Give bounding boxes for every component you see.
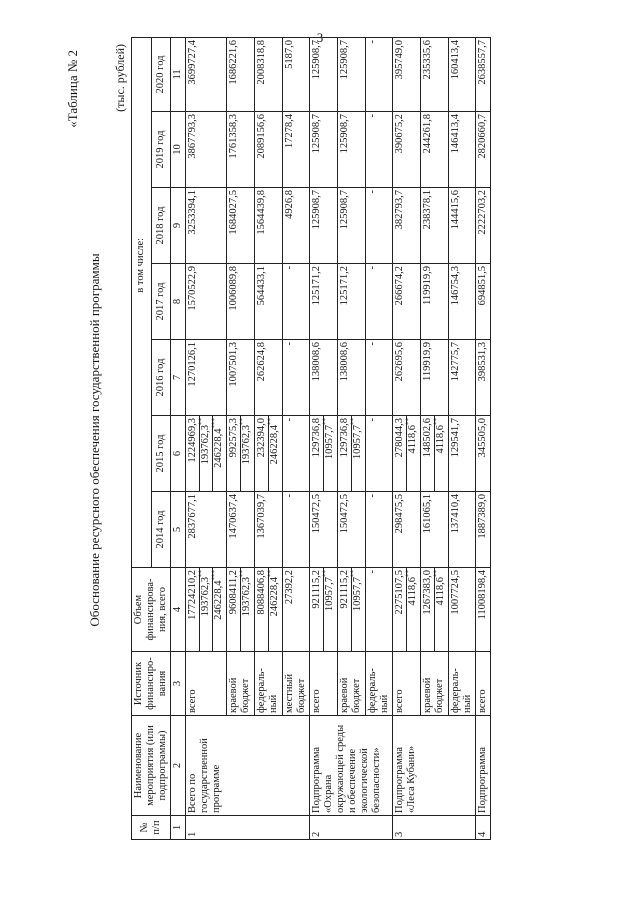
- value-cell: [186, 416, 227, 492]
- value-cell: [366, 188, 393, 264]
- value: 1470637,4: [228, 494, 239, 539]
- value-cell: [366, 568, 393, 652]
- value: -: [367, 570, 378, 574]
- column-number: 7: [171, 340, 186, 416]
- value: 3253394,1: [187, 190, 198, 235]
- table-body: [186, 37, 491, 839]
- value: 1006089,8: [228, 266, 239, 311]
- row-number: 4: [476, 816, 491, 840]
- value-cell: [393, 264, 421, 340]
- program-name: Всего по государственной программе: [186, 716, 310, 816]
- value: 125171,2: [339, 266, 350, 306]
- year-header: 2014 год: [151, 492, 171, 568]
- value-footnoted: 193762,3**: [199, 416, 212, 491]
- value-cell: [227, 568, 255, 652]
- value-cell: [283, 416, 310, 492]
- value-cell: [283, 37, 310, 111]
- value-cell: [366, 340, 393, 416]
- value-cell: [449, 188, 476, 264]
- value-cell: [186, 340, 227, 416]
- column-number: 1: [171, 816, 186, 840]
- value: 137410,4: [450, 494, 461, 534]
- funding-source: всего: [476, 652, 491, 716]
- value: 27392,2: [284, 570, 295, 605]
- header-row: [132, 37, 152, 839]
- value: 125171,2: [311, 266, 322, 306]
- value-cell: [283, 264, 310, 340]
- value-footnoted: 4118,6**: [434, 416, 447, 491]
- value-cell: [255, 568, 283, 652]
- value-cell: [366, 492, 393, 568]
- value: -: [367, 190, 378, 194]
- value: 129541,7: [450, 418, 461, 458]
- value: 1007724,5: [450, 570, 461, 615]
- value-cell: [186, 264, 227, 340]
- value: -: [284, 266, 295, 270]
- value: 1267383,0: [422, 570, 433, 615]
- column-number: 3: [171, 652, 186, 716]
- value-cell: [255, 37, 283, 111]
- value-cell: [338, 112, 366, 188]
- value-cell: [476, 37, 491, 111]
- value-cell: [393, 492, 421, 568]
- value: 382793,7: [394, 190, 405, 230]
- year-header: 2017 год: [151, 264, 171, 340]
- value: 4926,8: [284, 190, 295, 219]
- value: 262695,6: [394, 342, 405, 382]
- column-number: 6: [171, 416, 186, 492]
- value: 2638557,7: [477, 39, 488, 85]
- value: 160413,4: [450, 39, 461, 80]
- value-cell: [310, 112, 338, 188]
- value: 8088406,8: [256, 570, 267, 615]
- value-cell: [338, 264, 366, 340]
- value-footnoted: 246228,4**: [268, 416, 281, 491]
- value-cell: [449, 340, 476, 416]
- value: 148502,6: [422, 418, 433, 458]
- value-cell: [338, 568, 366, 652]
- year-header: 2018 год: [151, 188, 171, 264]
- value-cell: [186, 492, 227, 568]
- value-cell: [255, 492, 283, 568]
- value: -: [367, 494, 378, 498]
- page-number: 3: [316, 30, 324, 45]
- value-cell: [255, 112, 283, 188]
- value-cell: [449, 37, 476, 111]
- value: 232394,0: [256, 418, 267, 458]
- value: -: [367, 342, 378, 346]
- row-number: 3: [393, 816, 476, 840]
- value-cell: [366, 416, 393, 492]
- value: 5187,0: [284, 39, 295, 69]
- value-cell: [310, 416, 338, 492]
- value-cell: [310, 37, 338, 111]
- program-name: Подпрограмма: [476, 716, 491, 816]
- column-number: 2: [171, 716, 186, 816]
- value-cell: [227, 37, 255, 111]
- value: -: [367, 114, 378, 118]
- value: 17278,4: [284, 114, 295, 149]
- footnote-mark: **: [349, 570, 358, 577]
- year-header: 2019 год: [151, 112, 171, 188]
- value: 146754,3: [450, 266, 461, 306]
- value: 266674,2: [394, 266, 405, 306]
- value-cell: [283, 340, 310, 416]
- value-cell: [338, 188, 366, 264]
- funding-source: всего: [393, 652, 421, 716]
- resource-table: [131, 37, 491, 840]
- value: 125908,7: [339, 114, 350, 154]
- value: 125908,7: [339, 190, 350, 230]
- footnote-mark: **: [238, 418, 247, 425]
- value-cell: [310, 188, 338, 264]
- value: 17724210,2: [187, 570, 198, 620]
- value: 1007501,3: [228, 342, 239, 387]
- value-cell: [310, 492, 338, 568]
- value: 161065,1: [422, 494, 433, 534]
- value: 278044,3: [394, 418, 405, 458]
- footnote-mark: **: [404, 570, 413, 577]
- value-cell: [310, 568, 338, 652]
- value: 125908,7: [311, 114, 322, 154]
- value: 395749,0: [394, 39, 405, 80]
- value: 235335,6: [422, 39, 433, 80]
- value-cell: [310, 264, 338, 340]
- footnote-mark: **: [266, 570, 275, 577]
- value-cell: [449, 568, 476, 652]
- value: 150472,5: [311, 494, 322, 534]
- value-cell: [421, 264, 449, 340]
- value: -: [367, 266, 378, 270]
- rotated-table-page: [65, 30, 625, 850]
- value-footnoted: 246228,4**: [268, 568, 281, 651]
- footnote-mark: **: [432, 570, 441, 577]
- value-cell: [227, 112, 255, 188]
- value: 125908,7: [339, 39, 350, 80]
- value-footnoted: 193762,3**: [199, 568, 212, 651]
- value: 144415,6: [450, 190, 461, 230]
- footnote-mark: **: [238, 570, 247, 577]
- value-cell: [476, 568, 491, 652]
- value-cell: [476, 340, 491, 416]
- table-label: «Таблица № 2: [65, 50, 80, 128]
- value-footnoted: 193762,3**: [240, 416, 253, 491]
- value: 564433,1: [256, 266, 267, 306]
- table-row: [393, 37, 421, 839]
- value-cell: [227, 492, 255, 568]
- value-footnoted: 10957,7**: [351, 568, 364, 651]
- column-number: 8: [171, 264, 186, 340]
- funding-source: федераль-ный: [366, 652, 393, 716]
- value: 2820660,7: [477, 114, 488, 159]
- value-footnoted: 193762,3**: [240, 568, 253, 651]
- year-header: 2015 год: [151, 416, 171, 492]
- value: 1761358,3: [228, 114, 239, 159]
- value-cell: [393, 416, 421, 492]
- value-cell: [227, 188, 255, 264]
- value: -: [284, 342, 295, 346]
- year-header: 2020 год: [151, 37, 171, 111]
- value-cell: [255, 264, 283, 340]
- program-name: Подпрограмма «Охрана окружающей среды и обеспечение экологической безопасности»: [310, 716, 393, 816]
- value-cell: [186, 37, 227, 111]
- value-footnoted: 246228,4***: [212, 568, 225, 651]
- value: -: [284, 418, 295, 422]
- value: 3699727,4: [187, 39, 198, 85]
- value-cell: [393, 340, 421, 416]
- value-cell: [227, 416, 255, 492]
- value-cell: [421, 492, 449, 568]
- value-cell: [476, 492, 491, 568]
- value: 150472,5: [339, 494, 350, 534]
- value: 1686221,6: [228, 39, 239, 85]
- funding-source: федераль-ный: [449, 652, 476, 716]
- value: 1564439,8: [256, 190, 267, 235]
- value-footnoted: 10957,7**: [323, 416, 336, 491]
- header-volume: Объем финансирова-ния, всего: [132, 568, 171, 652]
- footnote-mark: **: [197, 418, 206, 425]
- footnote-mark: ***: [210, 570, 219, 581]
- value-cell: [421, 37, 449, 111]
- value: 138008,6: [311, 342, 322, 382]
- program-name: Подпрограмма «Леса Кубани»: [393, 716, 476, 816]
- value-cell: [283, 568, 310, 652]
- footnote-mark: **: [266, 418, 275, 425]
- funding-source: краевой бюджет: [338, 652, 366, 716]
- funding-source: всего: [186, 652, 227, 716]
- value-footnoted: 10957,7**: [351, 416, 364, 491]
- value-cell: [366, 112, 393, 188]
- value-cell: [421, 416, 449, 492]
- value: 2275107,5: [394, 570, 405, 615]
- header-including: в том числе:: [132, 37, 152, 567]
- value: 1570522,9: [187, 266, 198, 311]
- footnote-mark: **: [432, 418, 441, 425]
- value-cell: [366, 264, 393, 340]
- value-footnoted: 4118,6**: [406, 568, 419, 651]
- footnote-mark: **: [349, 418, 358, 425]
- header-num: № п/п: [132, 816, 171, 840]
- value: 129736,8: [311, 418, 322, 458]
- value: 2837677,1: [187, 494, 198, 539]
- row-number: 2: [310, 816, 393, 840]
- value-cell: [186, 112, 227, 188]
- value: 2222703,2: [477, 190, 488, 235]
- value: 1684027,5: [228, 190, 239, 235]
- column-number-row: [171, 37, 186, 839]
- value: 398531,3: [477, 342, 488, 382]
- funding-source: краевой бюджет: [227, 652, 255, 716]
- value-cell: [393, 112, 421, 188]
- value-cell: [366, 37, 393, 111]
- value: 1367039,7: [256, 494, 267, 539]
- unit-label: (тыс. рублей): [113, 44, 127, 112]
- value-cell: [421, 188, 449, 264]
- value: 244261,8: [422, 114, 433, 154]
- value-cell: [476, 416, 491, 492]
- value: 1224969,3: [187, 418, 198, 463]
- value: 119919,9: [422, 266, 433, 305]
- table-row: [310, 37, 338, 839]
- value: 694851,5: [477, 266, 488, 306]
- footnote-mark: **: [321, 418, 330, 425]
- value: -: [367, 418, 378, 422]
- value-cell: [338, 340, 366, 416]
- funding-source: всего: [310, 652, 338, 716]
- value: 1270126,1: [187, 342, 198, 387]
- value-cell: [227, 264, 255, 340]
- value: 129736,8: [339, 418, 350, 458]
- funding-source: краевой бюджет: [421, 652, 449, 716]
- value: 3867793,3: [187, 114, 198, 159]
- table-row: [186, 37, 227, 839]
- year-header: 2016 год: [151, 340, 171, 416]
- value-cell: [283, 188, 310, 264]
- column-number: 4: [171, 568, 186, 652]
- funding-source: местный бюджет: [283, 652, 310, 716]
- value-cell: [449, 492, 476, 568]
- value: 11008198,4: [477, 570, 488, 620]
- value-cell: [393, 568, 421, 652]
- value: 238378,1: [422, 190, 433, 230]
- value: 2008318,8: [256, 39, 267, 85]
- value-cell: [449, 264, 476, 340]
- value-cell: [476, 264, 491, 340]
- value-cell: [338, 416, 366, 492]
- value: 146413,4: [450, 114, 461, 154]
- column-number: 10: [171, 112, 186, 188]
- footnote-mark: **: [197, 570, 206, 577]
- value-cell: [393, 188, 421, 264]
- value: 138008,6: [339, 342, 350, 382]
- footnote-mark: ***: [210, 418, 219, 429]
- header-source: Источник финансиро-вания: [132, 652, 171, 716]
- value: 921115,2: [311, 570, 322, 609]
- value-cell: [338, 492, 366, 568]
- value-footnoted: 4118,6**: [406, 416, 419, 491]
- value-cell: [227, 340, 255, 416]
- header-name: Наименование мероприятия (или подпрограммы): [132, 716, 171, 816]
- value-cell: [449, 112, 476, 188]
- value: 2089156,6: [256, 114, 267, 159]
- table-row: [476, 37, 491, 839]
- value: 1887389,0: [477, 494, 488, 539]
- value: -: [367, 39, 378, 44]
- value-cell: [255, 188, 283, 264]
- column-number: 5: [171, 492, 186, 568]
- column-number: 9: [171, 188, 186, 264]
- value-cell: [421, 568, 449, 652]
- value: 119919,9: [422, 342, 433, 381]
- footnote-mark: **: [404, 418, 413, 425]
- value: 125908,7: [311, 190, 322, 230]
- value-footnoted: 246228,4***: [212, 416, 225, 491]
- value: 921115,2: [339, 570, 350, 609]
- value-cell: [449, 416, 476, 492]
- value-footnoted: 10957,7**: [323, 568, 336, 651]
- value: 142775,7: [450, 342, 461, 382]
- row-number: 1: [186, 816, 310, 840]
- value: 992575,3: [228, 418, 239, 458]
- value-cell: [476, 112, 491, 188]
- value-cell: [476, 188, 491, 264]
- value-footnoted: 4118,6**: [434, 568, 447, 651]
- value-cell: [310, 340, 338, 416]
- value: 345505,0: [477, 418, 488, 458]
- value: 390675,2: [394, 114, 405, 154]
- value-cell: [421, 340, 449, 416]
- value-cell: [186, 188, 227, 264]
- document-title: Обоснование ресурсного обеспечения государственной программы: [87, 253, 102, 627]
- footnote-mark: **: [321, 570, 330, 577]
- value-cell: [255, 416, 283, 492]
- value-cell: [393, 37, 421, 111]
- value: 298475,5: [394, 494, 405, 534]
- value-cell: [283, 112, 310, 188]
- value: 262624,8: [256, 342, 267, 382]
- value: 125908,7: [311, 39, 322, 80]
- column-number: 11: [171, 37, 186, 111]
- value-cell: [338, 37, 366, 111]
- value-cell: [186, 568, 227, 652]
- value-cell: [255, 340, 283, 416]
- value-cell: [283, 492, 310, 568]
- value: 9608411,2: [228, 570, 239, 615]
- value: -: [284, 494, 295, 498]
- funding-source: федераль-ный: [255, 652, 283, 716]
- value-cell: [421, 112, 449, 188]
